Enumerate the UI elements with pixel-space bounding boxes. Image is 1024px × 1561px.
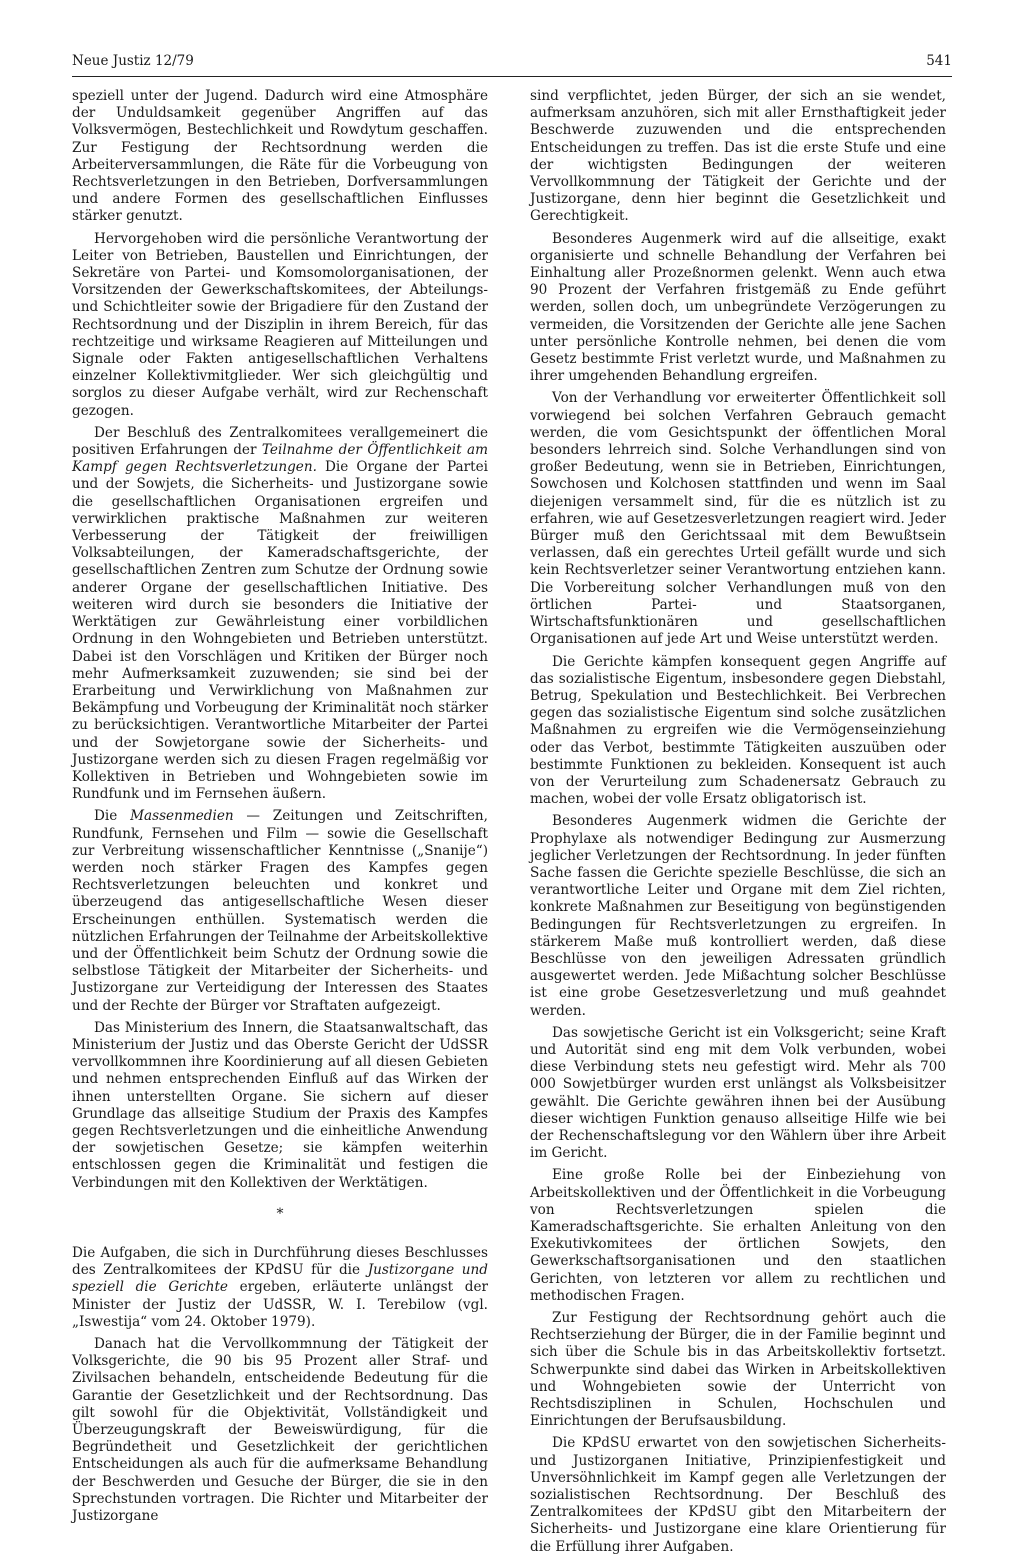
paragraph xyxy=(530,88,946,226)
paragraph-text: Danach hat die Vervollkommnung der Tätigkeit der Volksgerichte, die 90 bis 95 Prozent aller Straf- und Zivilsachen behandeln, entscheidende Bedeutung für die Garantie der Gesetzlichkeit und der Rechtsordnung. Das gilt sowohl für die Objektivität, Vollständigkeit und Überzeugungskraft der Beweiswürdigung, für die Begründetheit und Gesetzlichkeit der gerichtlichen Entscheidungen als auch für die aufmerksame Behandlung der Beschwerden und Gesuche der Bürger, die sie in den Sprechstunden vortragen. Die Richter und Mitarbeiter der Justizorgane xyxy=(72,1336,488,1525)
paragraph xyxy=(530,654,946,809)
paragraph-text: Die Organe der Partei und der Sowjets, die Sicherheits- und Justizorgane sowie die gesellschaftlichen Organisationen ergreifen und verwirklichen praktische Maßnahmen zur weiteren Verbesserung der Tätigkeit der freiwilligen Volksabteilungen, der Kameradschaftsgerichte, der gesellschaftlichen Zentren zum Schutze der Ordnung sowie anderer Organe der gesellschaftlichen Initiative. Des weiteren wird durch sie besonders die Initiative der Werktätigen zur Gewährleistung einer vorbildlichen Ordnung in den Wohngebieten und Betrieben unterstützt. Dabei ist den Vorschlägen und Kritiken der Bürger noch mehr Aufmerksamkeit zuzuwenden; sie sind bei der Erarbeitung und Verwirklichung von Maßnahmen zur Bekämpfung und Vorbeugung der Kriminalität noch stärker zu berücksichtigen. Verantwortliche Mitarbeiter der Partei und der Sowjetorgane sowie der Sicherheits- und Justizorgane werden sich zu diesen Fragen regelmäßig vor Kollektiven in Betrieben und Wohngebieten sowie im Rundfunk und im Fernsehen äußern. xyxy=(72,459,488,803)
left-column-text xyxy=(72,88,488,1192)
paragraph xyxy=(530,1167,946,1305)
paragraph-text: Besonderes Augenmerk wird auf die allseitige, exakt organisierte und schnelle Behandlung der Verfahren bei Einhaltung aller Prozeßnormen gelenkt. Wenn auch etwa 90 Prozent der Verfahren fristgemäß zu Ende geführt werden, sollen doch, um unbegründete Verzögerungen zu vermeiden, die Vorsitzenden der Gerichte alle jene Sachen unter persönliche Kontrolle nehmen, bei denen die vom Gesetz bestimmte Frist verletzt wurde, und Maßnahmen zu ihrer umgehenden Behandlung ergreifen. xyxy=(530,230,946,385)
paragraph-text: Die KPdSU erwartet von den sowjetischen Sicherheits- und Justizorganen Initiative, Prinzipienfestigkeit und Unversöhnlichkeit im Kampf gegen alle Verletzungen der sozialistischen Rechtsordnung. Der Beschluß des Zentralkomitees der KPdSU gibt den Mitarbeitern der Sicherheits- und Justizorgane eine klare Orientierung für die Erfüllung ihrer Aufgaben. xyxy=(530,1435,946,1555)
paragraph xyxy=(530,1310,946,1430)
page-number: 541 xyxy=(926,53,952,69)
paragraph xyxy=(72,88,488,226)
paragraph-text: Die Aufgaben, die sich in Durchführung dieses Beschlusses des Zentralkomitees der KPdSU für die xyxy=(72,1245,488,1279)
paragraph xyxy=(530,231,946,386)
left-column xyxy=(72,88,488,1530)
paragraph-text: Besonderes Augenmerk widmen die Gerichte der Prophylaxe als notwendiger Bedingung zur Ausmerzung jeglicher Verletzungen der Rechtsordnung. In jeder fünften Sache fassen die Gerichte spezielle Beschlüsse, die sich an verantwortliche Leiter und Organe mit dem Ziel richten, konkrete Maßnahmen zur Beseitigung von begünstigenden Bedingungen für Rechtsverletzungen zu ergreifen. In stärkerem Maße muß kontrolliert werden, daß diese Beschlüsse von den jeweiligen Adressaten gründlich ausgewertet werden. Jede Mißachtung solcher Beschlüsse ist eine grobe Gesetzesverletzung und muß geahndet werden. xyxy=(530,813,946,1019)
paragraph xyxy=(72,231,488,420)
right-column-text xyxy=(530,88,946,1556)
paragraph xyxy=(530,1435,946,1555)
paragraph-text: Von der Verhandlung vor erweiterter Öffentlichkeit soll vorwiegend bei solchen Verfahren Gebrauch gemacht werden, die vom Gesichtspunkt der öffentlichen Moral besonders lehrreich sind. Solche Verhandlungen sind von großer Bedeutung, wenn sie in Betrieben, Einrichtungen, Sowchosen und Kolchosen stattfinden und wenn im Saal diejenigen versammelt sind, für die es nützlich ist zu erfahren, wie auf Gesetzesverletzungen reagiert wird. Jeder Bürger muß den Gerichtssaal mit dem Bewußtsein verlassen, daß ein gerechtes Urteil gefällt wurde und sich kein Rechtsverletzer seiner Verantwortung entziehen kann. Die Vorbereitung solcher Verhandlungen muß von den örtlichen Partei- und Staatsorganen, Wirtschaftsfunktionären und gesellschaftlichen Organisationen auf jede Art und Weise unterstützt werden. xyxy=(530,390,946,648)
paragraph xyxy=(72,808,488,1014)
emphasized-text: Teilnahme der Öffentlichkeit am Kampf gegen Rechtsverletzungen. xyxy=(72,442,489,476)
paragraph-text: Die Gerichte kämpfen konsequent gegen Angriffe auf das sozialistische Eigentum, insbesondere gegen Diebstahl, Betrug, Spekulation und Bestechlichkeit. Bei Verbrechen gegen das sozialistische Eigentum sind solche zusätzlichen Maßnahmen zu ergreifen wie die Vermögenseinziehung oder das Verbot, bestimmte Tätigkeiten auszuüben oder bestimmte Funktionen zu bekleiden. Konsequent ist auch von der Verurteilung zum Schadenersatz Gebrauch zu machen, wobei der volle Ersatz obligatorisch ist. xyxy=(530,653,946,808)
paragraph xyxy=(72,1245,488,1331)
paragraph xyxy=(72,1336,488,1525)
paragraph xyxy=(72,1020,488,1192)
paragraph-text: ergeben, erläuterte unlängst der Minister der Justiz der UdSSR, W. I. Terebilow (vgl. „Iswestija“ vom 24. Oktober 1979). xyxy=(72,1279,488,1330)
emphasized-text: Justizorgane und speziell die Gerichte xyxy=(72,1262,488,1296)
paragraph xyxy=(72,425,488,803)
paragraph xyxy=(530,813,946,1019)
paragraph-text: speziell unter der Jugend. Dadurch wird eine Atmosphäre der Unduldsamkeit gegenüber Angriffen auf das Volksvermögen, Bestechlichkeit und Rowdytum geschaffen. Zur Festigung der Rechtsordnung werden die Arbeiterversammlungen, die Räte für die Vorbeugung von Rechtsverletzungen in den Betrieben, Dorfversammlungen und andere Formen des gesellschaftlichen Einflusses stärker genutzt. xyxy=(72,88,488,225)
emphasized-text: Massenmedien xyxy=(130,808,234,825)
paragraph-text: sind verpflichtet, jeden Bürger, der sich an sie wendet, aufmerksam anzuhören, sich mit aller Ernsthaftigkeit jeder Beschwerde zuzuwenden und die entsprechenden Entscheidungen zu treffen. Das ist die erste Stufe und eine der wichtigsten Bedingungen der weiteren Vervollkommnung der Tätigkeit der Gerichte und der Justizorgane, denn hier beginnt die Gesetzlichkeit und Gerechtigkeit. xyxy=(530,88,946,225)
paragraph-text: Das sowjetische Gericht ist ein Volksgericht; seine Kraft und Autorität sind eng mit dem Volk verbunden, wobei diese Verbindung stets neu gefestigt wird. Mehr als 700 000 Sowjetbürger wurden erst unlängst als Volksbeisitzer gewählt. Die Gerichte gewähren ihnen bei der Ausübung dieser wichtigen Funktion genauso allseitige Hilfe wie bei der Rechenschaftslegung vor den Wählern über ihre Arbeit im Gericht. xyxy=(530,1024,946,1162)
left-column-text-after xyxy=(72,1245,488,1525)
paragraph-text: Der Beschluß des Zentralkomitees verallgemeinert die positiven Erfahrungen der xyxy=(72,424,488,459)
paragraph-text: Hervorgehoben wird die persönliche Verantwortung der Leiter von Betrieben, Baustellen und Einrichtungen, der Sekretäre von Partei- und Komsomolorganisationen, der Vorsitzenden der Gewerkschaftskomitees, der Abteilungs- und Schichtleiter sowie der Brigadiere für den Zustand der Rechtsordnung und der Disziplin in ihrem Bereich, für das rechtzeitige und wirksame Reagieren auf Mitteilungen und Signale oder Fakten antigesellschaftlichen Verhaltens einzelner Kollektivmitglieder. Wer sich gleichgültig und sorglos zu dieser Aufgabe verhält, wird zur Rechenschaft gezogen. xyxy=(72,230,488,419)
paragraph xyxy=(530,390,946,648)
journal-title: Neue Justiz 12/79 xyxy=(72,53,194,69)
paragraph-text: Zur Festigung der Rechtsordnung gehört auch die Rechtserziehung der Bürger, die in der Familie beginnt und sich über die Schule bis in das Arbeitskollektiv fortsetzt. Schwerpunkte sind dabei das Wirken in Arbeitskollektiven und Wohngebieten sowie der Unterricht von Rechtsdisziplinen in Schulen, Hochschulen und Einrichtungen der Berufsausbildung. xyxy=(530,1310,946,1430)
paragraph xyxy=(530,1025,946,1163)
paragraph-text: Die xyxy=(94,808,131,825)
paragraph-text: Das Ministerium des Innern, die Staatsanwaltschaft, das Ministerium der Justiz und das Oberste Gericht der UdSSR vervollkommnen ihre Koordinierung auf all diesen Gebieten und nehmen entsprechenden Einfluß auf das Wirken der ihnen unterstellten Organe. Sie sichern auf dieser Grundlage das allseitige Studium der Praxis des Kampfes gegen Rechtsverletzungen und die einheitliche Anwendung der sowjetischen Gesetze; sie kämpfen weiterhin entschlossen gegen die Kriminalität und festigen die Verbindungen mit den Kollektiven der Werktätigen. xyxy=(72,1019,488,1191)
section-separator: * xyxy=(276,1205,284,1222)
right-column xyxy=(530,88,946,1561)
page-header xyxy=(72,52,952,77)
paragraph-text: — Zeitungen und Zeitschriften, Rundfunk, Fernsehen und Film — sowie die Gesellschaft zur Verbreitung wissenschaftlicher Kenntnisse („Snanije“) werden noch stärker Fragen des Kampfes gegen Rechtsverletzungen beleuchten und konkret und überzeugend das antigesellschaftliche Wesen dieser Erscheinungen enthüllen. Systematisch werden die nützlichen Erfahrungen der Teilnahme der Arbeitskollektive und der Öffentlichkeit beim Schutz der Ordnung sowie die selbstlose Tätigkeit der Mitarbeiter der Sicherheits- und Justizorgane zur Verteidigung der Interessen des Staates und der Rechte der Bürger vor Straftaten aufgezeigt. xyxy=(72,808,488,1014)
paragraph-text: Eine große Rolle bei der Einbeziehung von Arbeitskollektiven und der Öffentlichkeit in die Vorbeugung von Rechtsverletzungen spielen die Kameradschaftsgerichte. Sie erhalten Anleitung von den Exekutivkomitees der örtlichen Sowjets, den Gewerkschaftsorganisationen und den staatlichen Gerichten, von letzteren vor allem zu rechtlichen und methodischen Fragen. xyxy=(530,1167,946,1304)
